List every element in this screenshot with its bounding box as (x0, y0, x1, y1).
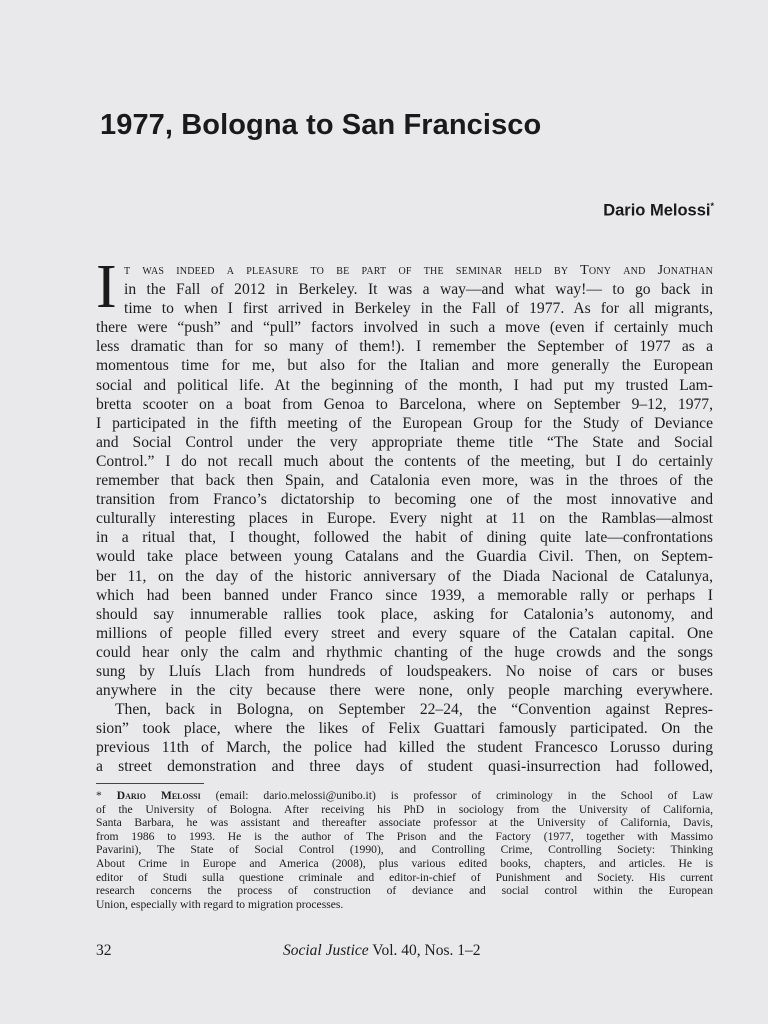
body-line: social and political life. At the beginning of the month, I had put my trusted Lam- (96, 376, 713, 394)
body-line: Then, back in Bologna, on September 22–24, the “Convention against Repres- (115, 701, 713, 719)
article-title: 1977, Bologna to San Francisco (100, 109, 542, 141)
author-name: Dario Melossi (603, 201, 711, 220)
body-line: which had been banned under Franco since 1939, a memorable rally or perhaps I (96, 586, 713, 604)
footnote-marker: * (96, 789, 102, 802)
body-line: time to when I first arrived in Berkeley in the Fall of 1977. As for all migrants, (124, 300, 713, 318)
journal-volume: Vol. 40, Nos. 1–2 (372, 942, 481, 959)
opening-paragraph (96, 253, 713, 321)
body-line: bretta scooter on a boat from Genoa to Barcelona, where on September 9–12, 1977, (96, 395, 713, 413)
body-line: I participated in the fifth meeting of the European Group for the Study of Deviance (96, 414, 713, 432)
body-line: anywhere in the city because there were none, only people marching everywhere. (96, 682, 713, 700)
body-line: a street demonstration and three days of student quasi-insurrection had followed, (96, 758, 713, 776)
drop-cap: I (96, 253, 117, 321)
page-number: 32 (96, 942, 112, 959)
body-line: momentous time for me, but also for the Italian and more generally the European (96, 357, 713, 375)
author-footnote-mark: * (710, 201, 714, 211)
author-footnote (96, 789, 713, 911)
body-line: sung by Lluís Llach from hundreds of loudspeakers. No noise of cars or buses (96, 662, 713, 680)
footnote-line: from 1986 to 1993. He is the author of The Prison and the Factory (1977, together with Massimo (96, 829, 713, 843)
body-line (96, 260, 713, 280)
body-line: there were “push” and “pull” factors involved in such a move (even if certainly much (96, 319, 713, 337)
body-line: millions of people filled every street and every square of the Catalan capital. One (96, 624, 713, 642)
body-line: sion” took place, where the likes of Felix Guattari famously participated. On the (96, 720, 713, 738)
body-line: ber 11, on the day of the historic anniversary of the Diada Nacional de Catalunya, (96, 567, 713, 585)
footnote-line: research concerns the process of construction of deviance and social control within the European (96, 884, 713, 898)
body-line: in the Fall of 2012 in Berkeley. It was a way—and what way!— to go back in (124, 281, 713, 299)
footnote-author-name: Dario Melossi (116, 789, 201, 802)
footnote-text: (email: dario.melossi@unibo.it) is professor of criminology in the School of Law (215, 789, 713, 802)
journal-name: Social Justice (283, 942, 369, 959)
body-line: would take place between young Catalans and the Guardia Civil. Then, on Septem- (96, 548, 713, 566)
running-foot-journal (283, 942, 481, 960)
body-line: should say innumerable rallies took place, asking for Catalonia’s autonomy, and (96, 605, 713, 623)
body-line: transition from Franco’s dictatorship to becoming one of the most innovative and (96, 491, 713, 509)
footnote-line: editor of Studi sulla questione criminale and editor-in-chief of Punishment and Society. His current (96, 870, 713, 884)
body-line: Control.” I do not recall much about the contents of the meeting, but I do certainly (96, 452, 713, 470)
body-line: could hear only the calm and rhythmic chanting of the huge crowds and the songs (96, 643, 713, 661)
footnote-line: of the University of Bologna. After receiving his PhD in sociology from the University of California, (96, 802, 713, 816)
body-line: remember that back then Spain, and Catalonia even more, was in the throes of the (96, 472, 713, 490)
footnote-line: Pavarini), The State of Social Control (1990), and Controlling Crime, Controlling Society: Thinking (96, 843, 713, 857)
footnote-line: About Crime in Europe and America (2008), plus various edited books, chapters, and articles. He is (96, 856, 713, 870)
article-body (96, 253, 713, 777)
footnote-rule (96, 783, 204, 784)
body-line: and Social Control under the very appropriate theme title “The State and Social (96, 433, 713, 451)
body-line: in a ritual that, I thought, followed the habit of dining quite late—confrontations (96, 529, 713, 547)
author-byline (603, 201, 714, 221)
footnote-line (96, 789, 713, 803)
body-line: less dramatic than for so many of them!). I remember the September of 1977 as a (96, 338, 713, 356)
body-line: previous 11th of March, the police had killed the student Francesco Lorusso during (96, 739, 713, 757)
footnote-line: Santa Barbara, he was assistant and thereafter associate professor at the University of California, Davis, (96, 816, 713, 830)
body-line: culturally interesting places in Europe. Every night at 11 on the Ramblas—almost (96, 510, 713, 528)
footnote-line: Union, especially with regard to migration processes. (96, 897, 344, 911)
opening-smallcaps: t was indeed a pleasure to be part of the seminar held by Tony and Jonathan (124, 263, 713, 278)
